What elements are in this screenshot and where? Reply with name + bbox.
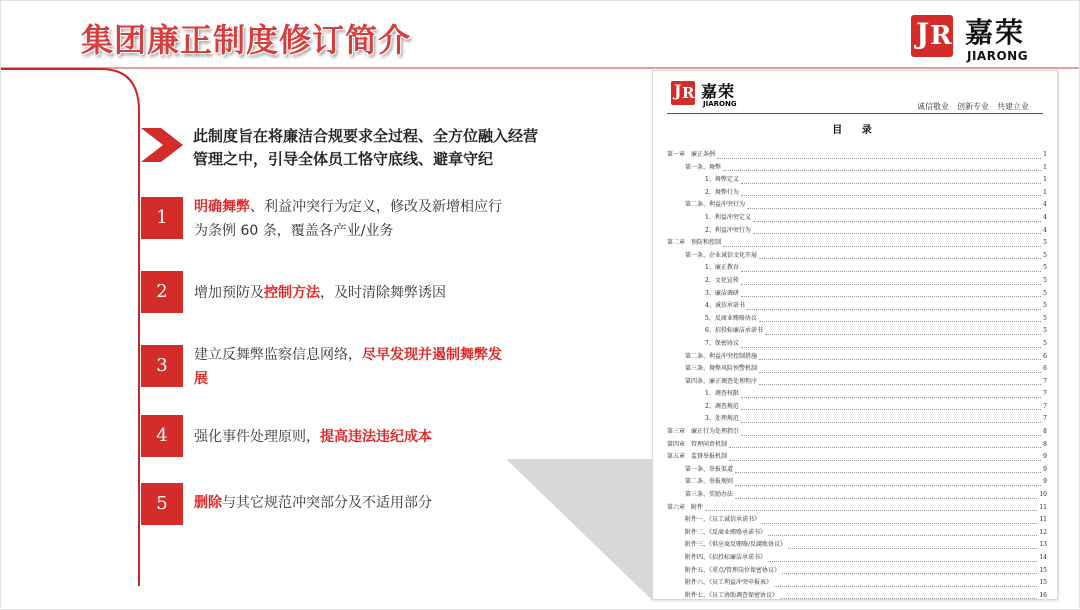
toc-row [667, 565, 1047, 578]
toc-row [667, 376, 1047, 389]
toc-page: 12 [1039, 528, 1047, 536]
toc-leader [759, 384, 1041, 385]
toc-label: 第四条、廉正调查处理程序 [685, 377, 758, 385]
toc-page: 1 [1043, 176, 1047, 184]
toc-row [667, 426, 1047, 439]
item-text [194, 281, 504, 305]
toc-page: 5 [1043, 302, 1047, 310]
toc-leader [788, 548, 1037, 549]
toc-row [667, 187, 1047, 200]
toc-row [667, 262, 1047, 275]
toc-row [667, 313, 1047, 326]
toc-label: 1、调查权限 [705, 390, 739, 398]
toc-leader [735, 472, 1041, 473]
toc-page: 10 [1039, 491, 1047, 499]
toc-row [667, 212, 1047, 225]
brand-name-cn: 嘉荣 [965, 16, 1026, 49]
toc-label: 附件三、《供应商反贿赂/反腐败协议》 [685, 541, 787, 549]
toc-leader [759, 359, 1041, 360]
item-text [194, 343, 504, 391]
item-text-part: 与其它规范冲突部分及不适用部分 [222, 495, 432, 511]
toc-label: 3、处理规范 [705, 415, 739, 423]
toc-page: 8 [1043, 440, 1047, 448]
toc-leader [747, 309, 1041, 310]
toc-row [667, 288, 1047, 301]
toc-label: 第一章 廉正条例 [667, 151, 716, 158]
toc-leader [741, 195, 1041, 196]
toc-row [667, 174, 1047, 187]
toc-label: 附件五、《重点/管理岗位保密协议》 [685, 566, 781, 574]
toc-page: 4 [1043, 226, 1047, 234]
toc-label: 第三条、奖励办法 [685, 491, 734, 499]
toc-page: 5 [1043, 339, 1047, 347]
toc-leader [753, 221, 1041, 222]
toc-row [667, 351, 1047, 364]
toc-label: 1、利益冲突定义 [705, 213, 751, 221]
toc-row [667, 401, 1047, 414]
toc-label: 第三条、舞弊风险预警机制 [685, 365, 758, 373]
toc-row [667, 388, 1047, 401]
toc-row [667, 464, 1047, 477]
item-text-part: 建立反舞弊监察信息网络， [194, 347, 362, 363]
toc-leader [741, 347, 1041, 348]
toc-label: 5、反商业贿赂协议 [705, 314, 757, 322]
toc-page: 15 [1039, 579, 1047, 587]
toc-title: 目 录 [832, 125, 880, 136]
toc-leader [705, 510, 1037, 511]
toc-leader [741, 435, 1041, 436]
toc-row [667, 590, 1047, 600]
toc-label: 第一条、举报渠道 [685, 465, 734, 473]
toc-row [667, 476, 1047, 489]
toc-label: 附件一、《员工诚信承诺书》 [685, 516, 761, 524]
toc-page: 1 [1043, 188, 1047, 196]
toc-leader [741, 397, 1041, 398]
doc-logo-cn: 嘉荣 [701, 82, 736, 101]
toc-leader [765, 334, 1041, 335]
brand-name-en: JIARONG [967, 49, 1029, 63]
toc-label: 第一条、舞弊 [685, 163, 722, 171]
item-text [194, 491, 504, 515]
toc-page: 8 [1043, 428, 1047, 436]
toc-page: 4 [1043, 213, 1047, 221]
toc-label: 1、舞弊定义 [705, 176, 739, 184]
toc-row [667, 149, 1047, 162]
toc-label: 第二条、举报规则 [685, 478, 734, 486]
toc-leader [729, 447, 1041, 448]
toc-leader [717, 158, 1041, 159]
toc-row [667, 577, 1047, 590]
toc-label: 第二条、利益冲突控制措施 [685, 352, 758, 360]
toc-leader [741, 284, 1041, 285]
toc-row [667, 300, 1047, 313]
item-highlight: 尽早发现并遏制舞弊发展 [194, 347, 502, 387]
item-highlight: 提高违法违纪成本 [320, 429, 432, 445]
toc-leader [741, 409, 1041, 410]
toc-page: 7 [1043, 377, 1047, 385]
toc-row [667, 489, 1047, 502]
toc-page: 9 [1043, 478, 1047, 486]
item-number-badge: 2 [141, 271, 183, 313]
toc-page: 1 [1043, 163, 1047, 171]
item-highlight: 删除 [194, 495, 222, 511]
toc-page: 9 [1043, 465, 1047, 473]
doc-divider [667, 113, 1043, 114]
item-number-badge: 5 [141, 483, 183, 525]
item-text-part: 强化事件处理原则， [194, 429, 320, 445]
toc-row [667, 162, 1047, 175]
item-text [194, 195, 504, 243]
toc-leader [780, 598, 1037, 599]
toc-page: 5 [1043, 276, 1047, 284]
toc-page: 6 [1043, 352, 1047, 360]
toc-label: 第五章 监督举报机制 [667, 453, 728, 461]
toc-label: 4、诚信承诺书 [705, 302, 745, 310]
toc-label: 2、调查规范 [705, 402, 739, 410]
item-highlight: 控制方法 [264, 285, 320, 301]
item-highlight: 明确舞弊 [194, 199, 250, 215]
toc-leader [741, 422, 1041, 423]
toc-row [667, 275, 1047, 288]
toc-page: 11 [1039, 503, 1047, 511]
toc-label: 2、利益冲突行为 [705, 226, 751, 234]
item-text-part: 、利益冲突行为定义，修改及新增相应行为条例 60 条，覆盖各产业/业务 [194, 199, 502, 239]
toc-row [667, 250, 1047, 263]
toc-label: 第四章 管理问责机制 [667, 440, 728, 448]
toc-leader [759, 372, 1041, 373]
toc-row [667, 439, 1047, 452]
toc-page: 5 [1043, 239, 1047, 247]
toc-row [667, 338, 1047, 351]
toc-page: 15 [1039, 566, 1047, 574]
table-of-contents [667, 149, 1047, 600]
toc-leader [735, 498, 1037, 499]
toc-leader [768, 535, 1037, 536]
toc-leader [762, 523, 1037, 524]
toc-leader [759, 258, 1041, 259]
toc-row [667, 199, 1047, 212]
toc-page: 7 [1043, 402, 1047, 410]
toc-page: 1 [1043, 151, 1047, 158]
item-text-part: ，及时清除舞弊诱因 [320, 285, 446, 301]
toc-label: 第三章 廉正行为处理指引 [667, 428, 740, 436]
toc-label: 附件六、《员工利益冲突申报表》 [685, 579, 773, 587]
toc-leader [782, 573, 1037, 574]
toc-row [667, 552, 1047, 565]
toc-page: 5 [1043, 264, 1047, 272]
jr-logo-icon: J R [911, 15, 953, 57]
toc-label: 2、舞弊行为 [705, 188, 739, 196]
doc-logo [671, 79, 791, 113]
toc-leader [741, 296, 1041, 297]
toc-page: 11 [1039, 516, 1047, 524]
toc-label: 1、廉正教育 [705, 264, 739, 272]
toc-label: 第二章 预防和控制 [667, 239, 722, 247]
toc-leader [723, 246, 1041, 247]
toc-row [667, 527, 1047, 540]
toc-row [667, 539, 1047, 552]
toc-leader [735, 485, 1041, 486]
toc-page: 13 [1039, 541, 1047, 549]
toc-leader [723, 170, 1041, 171]
toc-label: 附件七、《员工协助调查保密协议》 [685, 591, 779, 599]
toc-label: 第一条、企业诚信文化开展 [685, 251, 758, 259]
item-number-badge: 4 [141, 415, 183, 457]
toc-leader [729, 460, 1041, 461]
toc-leader [741, 183, 1041, 184]
toc-page: 16 [1039, 591, 1047, 599]
toc-page: 4 [1043, 201, 1047, 209]
document-preview [652, 70, 1058, 600]
toc-label: 附件二、《反商业贿赂承诺书》 [685, 528, 767, 536]
doc-slogan: 诚信敬业 创新专业 共建立业 [917, 102, 1029, 111]
item-text [194, 425, 504, 449]
toc-row [667, 502, 1047, 515]
toc-leader [768, 561, 1037, 562]
toc-leader [753, 233, 1041, 234]
page-title: 集团廉正制度修订简介 [81, 21, 412, 59]
toc-page: 7 [1043, 390, 1047, 398]
toc-row [667, 363, 1047, 376]
toc-row [667, 325, 1047, 338]
toc-page: 5 [1043, 251, 1047, 259]
item-number-badge: 1 [141, 197, 183, 239]
toc-label: 第六章 附件 [667, 503, 704, 511]
toc-page: 7 [1043, 415, 1047, 423]
toc-row [667, 225, 1047, 238]
intro-text: 此制度旨在将廉洁合规要求全过程、全方位融入经营管理之中，引导全体员工恪守底线、避章守纪 [193, 127, 539, 168]
item-text-part: 增加预防及 [194, 285, 264, 301]
toc-row [667, 237, 1047, 250]
chevron-right-icon [141, 128, 185, 162]
toc-row [667, 451, 1047, 464]
toc-label: 附件四、《招投标廉洁承诺书》 [685, 554, 767, 561]
toc-page: 14 [1039, 554, 1047, 561]
toc-page: 6 [1043, 365, 1047, 373]
toc-label: 6、招投标廉洁承诺书 [705, 327, 763, 335]
toc-page: 5 [1043, 327, 1047, 335]
toc-label: 7、保密协议 [705, 339, 739, 347]
jr-logo-icon: J R [671, 81, 695, 105]
toc-label: 3、廉洁调研 [705, 289, 739, 297]
toc-page: 5 [1043, 289, 1047, 297]
toc-leader [759, 321, 1041, 322]
item-number-badge: 3 [141, 345, 183, 387]
toc-label: 第二条、利益冲突行为 [685, 201, 746, 209]
toc-leader [747, 208, 1041, 209]
doc-logo-en: JIARONG [703, 100, 737, 108]
toc-leader [774, 586, 1037, 587]
toc-row [667, 413, 1047, 426]
toc-page: 9 [1043, 453, 1047, 461]
toc-page: 5 [1043, 314, 1047, 322]
toc-label: 2、文化宣传 [705, 276, 739, 284]
toc-row [667, 514, 1047, 527]
toc-leader [741, 271, 1041, 272]
